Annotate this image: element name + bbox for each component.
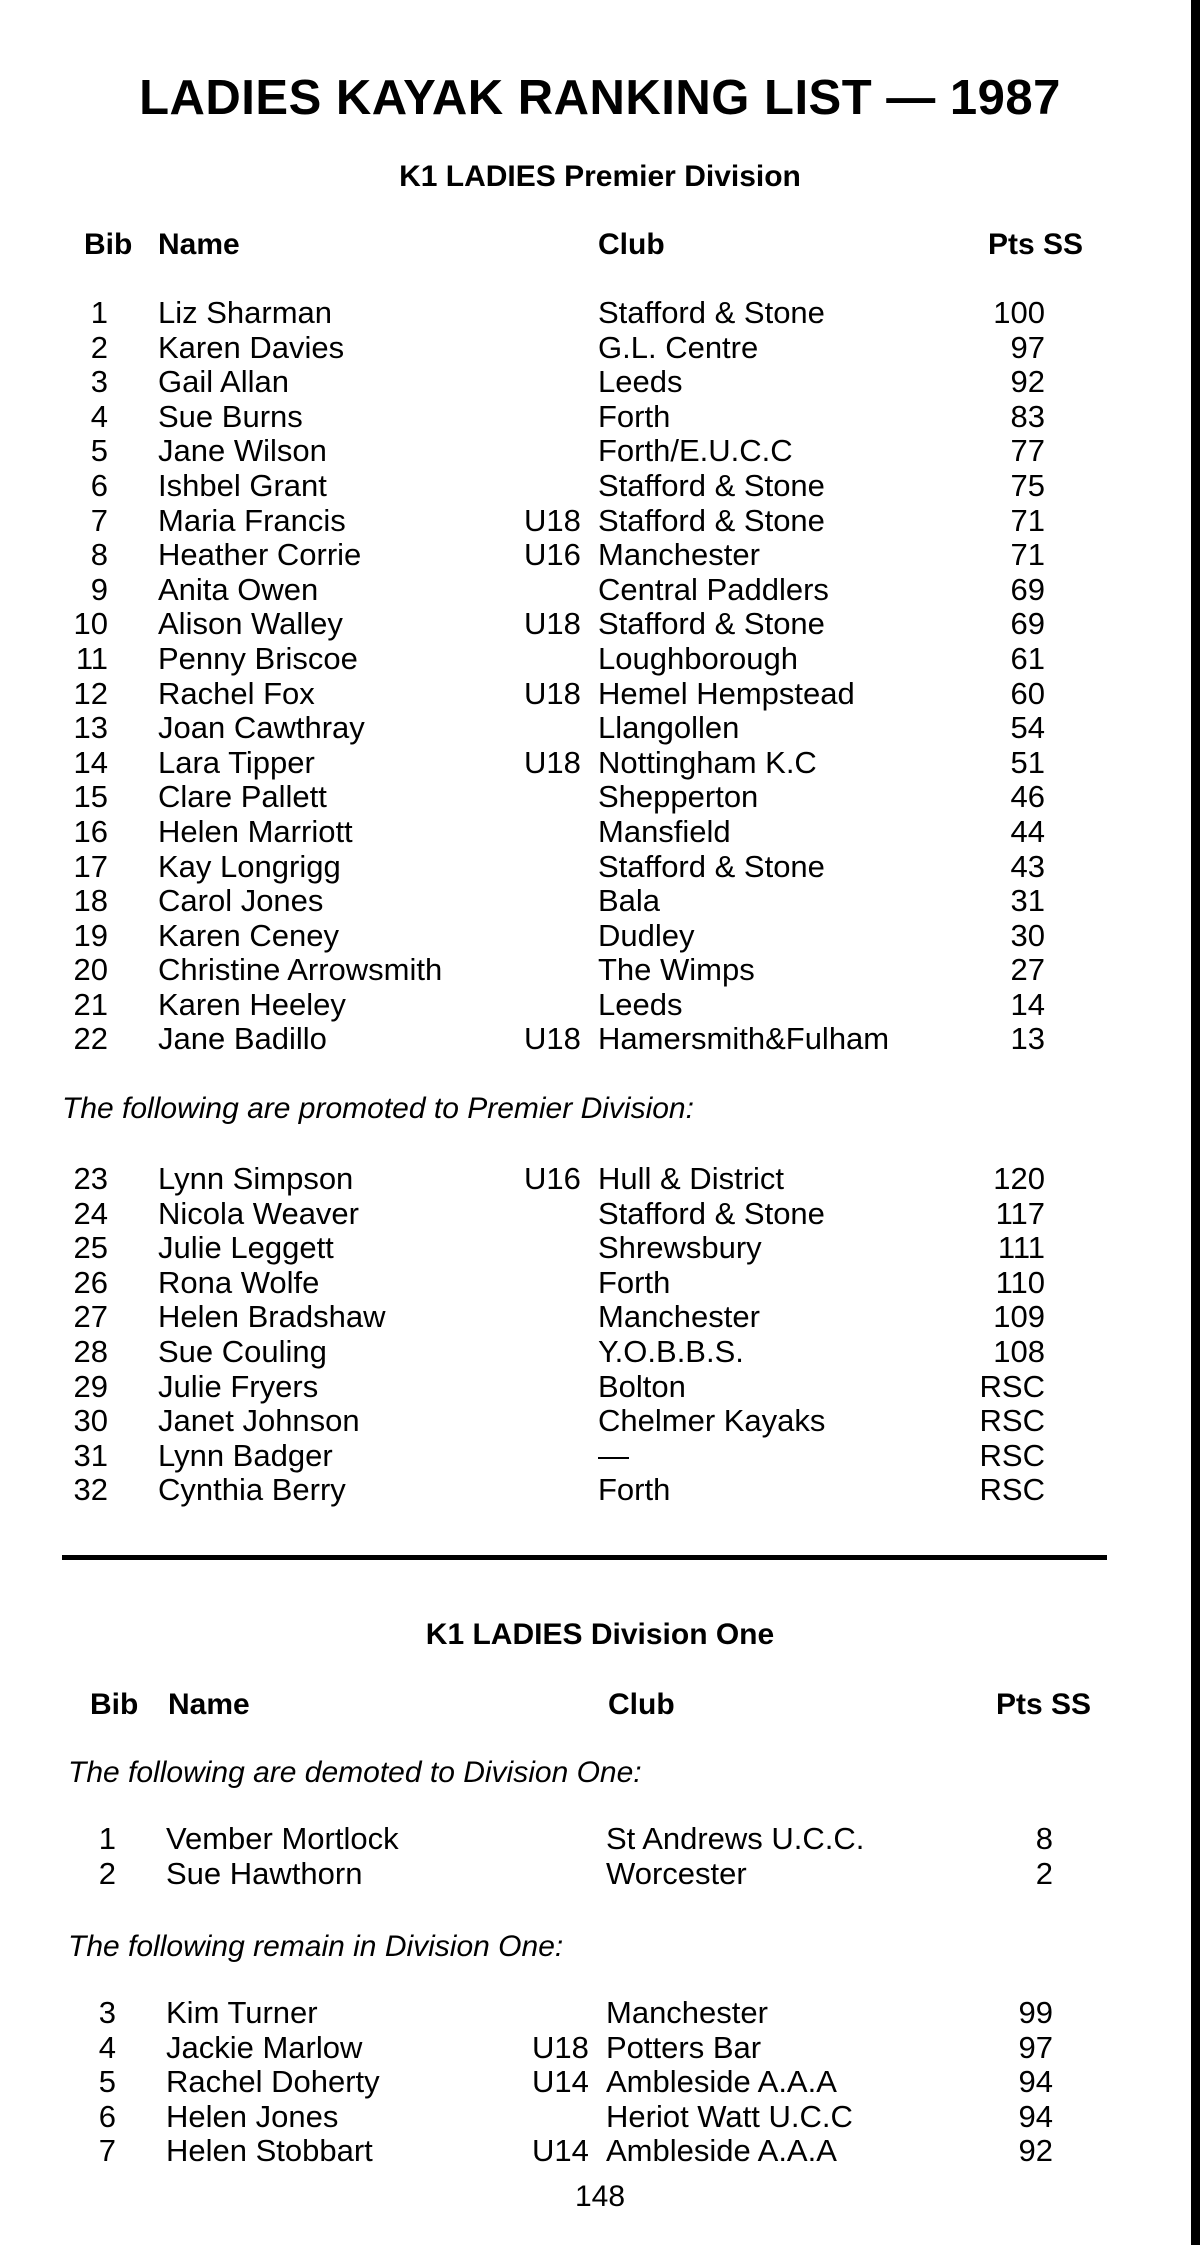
points-cell: 44 [1010, 813, 1045, 849]
bib-cell: 25 [73, 1230, 108, 1266]
table-row [0, 1266, 1200, 1301]
points-cell: 117 [995, 1195, 1045, 1231]
bib-cell: 15 [73, 779, 108, 815]
table-row [0, 1404, 1200, 1439]
club-cell: Stafford & Stone [598, 1195, 825, 1231]
division-one-header-bib: Bib [90, 1688, 139, 1721]
points-cell: 83 [1010, 398, 1045, 434]
club-cell: Forth [598, 1264, 671, 1300]
bib-cell: 13 [73, 710, 108, 746]
bib-cell: 14 [73, 744, 108, 780]
remain-note: The following remain in Division One: [68, 1930, 564, 1963]
name-cell: Julie Fryers [158, 1368, 319, 1404]
points-cell: 97 [1018, 2029, 1053, 2065]
club-cell: Stafford & Stone [598, 606, 825, 642]
club-cell: Manchester [606, 1995, 768, 2030]
club-cell: St Andrews U.C.C. [606, 1821, 865, 1856]
bib-cell: 22 [73, 1021, 108, 1057]
table-row [0, 780, 1200, 815]
bib-cell: 5 [90, 433, 108, 469]
table-row [0, 434, 1200, 469]
points-cell: 14 [1010, 986, 1045, 1022]
club-cell: Manchester [598, 537, 760, 573]
name-cell: Janet Johnson [158, 1403, 360, 1439]
bib-cell: 29 [73, 1368, 108, 1404]
name-cell: Cynthia Berry [158, 1472, 346, 1508]
points-cell: RSC [979, 1403, 1045, 1439]
name-cell: Lynn Simpson [158, 1161, 354, 1196]
name-cell: Jackie Marlow [166, 2029, 363, 2065]
points-cell: 43 [1010, 848, 1045, 884]
points-cell: 51 [1010, 744, 1045, 780]
premier-subtitle: K1 LADIES Premier Division [399, 160, 801, 193]
points-cell: RSC [979, 1368, 1045, 1404]
name-cell: Rona Wolfe [158, 1264, 320, 1300]
division-one-header-club: Club [608, 1688, 675, 1721]
bib-cell: 11 [75, 640, 108, 676]
age-category-cell: U18 [524, 744, 581, 780]
points-cell: 97 [1010, 329, 1045, 365]
table-row [0, 2100, 1200, 2135]
bib-cell: 32 [73, 1472, 108, 1508]
name-cell: Julie Leggett [158, 1230, 334, 1266]
table-row [0, 1162, 1200, 1197]
table-row [0, 2065, 1200, 2100]
name-cell: Lynn Badger [158, 1437, 333, 1473]
club-cell: Llangollen [598, 710, 740, 746]
name-cell: Sue Burns [158, 398, 303, 434]
points-cell: 31 [1010, 883, 1045, 919]
age-category-cell: U18 [524, 502, 581, 538]
club-cell: Stafford & Stone [598, 502, 825, 538]
points-cell: 2 [1035, 1855, 1053, 1891]
points-cell: 69 [1010, 606, 1045, 642]
bib-cell: 30 [73, 1403, 108, 1439]
table-row [0, 642, 1200, 677]
name-cell: Anita Owen [158, 571, 319, 607]
table-row [0, 331, 1200, 366]
table-row [0, 296, 1200, 331]
table-row [0, 2134, 1200, 2169]
name-cell: Penny Briscoe [158, 640, 358, 676]
club-cell: Forth [598, 398, 671, 434]
table-row [0, 607, 1200, 642]
points-cell: 111 [997, 1230, 1045, 1266]
table-row [0, 850, 1200, 885]
promoted-note: The following are promoted to Premier Division: [62, 1092, 694, 1125]
division-one-header-name: Name [168, 1688, 250, 1721]
bib-cell: 28 [73, 1333, 108, 1369]
bib-cell: 23 [73, 1161, 108, 1196]
points-cell: 60 [1010, 675, 1045, 711]
page-number: 148 [574, 2180, 626, 2213]
demoted-table [0, 1822, 1200, 1891]
points-cell: 77 [1010, 433, 1045, 469]
table-row [0, 677, 1200, 712]
bib-cell: 12 [73, 675, 108, 711]
club-cell: Hemel Hempstead [598, 675, 855, 711]
bib-cell: 4 [98, 2029, 116, 2065]
bib-cell: 20 [73, 952, 108, 988]
club-cell: Hull & District [598, 1161, 785, 1196]
name-cell: Vember Mortlock [166, 1821, 399, 1856]
bib-cell: 10 [73, 606, 108, 642]
name-cell: Jane Badillo [158, 1021, 327, 1057]
bib-cell: 2 [90, 329, 108, 365]
section-divider [62, 1555, 1107, 1560]
points-cell: 30 [1010, 917, 1045, 953]
age-category-cell: U16 [524, 1161, 581, 1196]
name-cell: Kay Longrigg [158, 848, 341, 884]
club-cell: Leeds [598, 986, 683, 1022]
name-cell: Karen Davies [158, 329, 345, 365]
bib-cell: 17 [73, 848, 108, 884]
points-cell: 99 [1018, 1995, 1053, 2030]
bib-cell: 9 [90, 571, 108, 607]
bib-cell: 4 [90, 398, 108, 434]
table-row [0, 1197, 1200, 1232]
table-row [0, 504, 1200, 539]
premier-header-bib: Bib [84, 228, 133, 261]
name-cell: Helen Marriott [158, 813, 353, 849]
club-cell: Nottingham K.C [598, 744, 817, 780]
points-cell: 110 [995, 1264, 1045, 1300]
table-row [0, 1022, 1200, 1057]
name-cell: Sue Couling [158, 1333, 327, 1369]
points-cell: 8 [1035, 1821, 1053, 1856]
premier-header-name: Name [158, 228, 240, 261]
points-cell: 100 [993, 295, 1045, 330]
points-cell: 120 [993, 1161, 1045, 1196]
table-row [0, 1996, 1200, 2031]
table-row [0, 815, 1200, 850]
premier-header-pts: Pts SS [988, 228, 1084, 261]
name-cell: Carol Jones [158, 883, 324, 919]
club-cell: Bolton [598, 1368, 686, 1404]
age-category-cell: U16 [524, 537, 581, 573]
club-cell: Ambleside A.A.A [606, 2064, 837, 2100]
bib-cell: 19 [73, 917, 108, 953]
name-cell: Sue Hawthorn [166, 1855, 363, 1891]
name-cell: Joan Cawthray [158, 710, 365, 746]
table-row [0, 469, 1200, 504]
bib-cell: 3 [90, 364, 108, 400]
table-row [0, 711, 1200, 746]
points-cell: 92 [1018, 2133, 1053, 2169]
club-cell: Forth [598, 1472, 671, 1508]
name-cell: Clare Pallett [158, 779, 327, 815]
points-cell: 54 [1010, 710, 1045, 746]
bib-cell: 26 [73, 1264, 108, 1300]
club-cell: Bala [598, 883, 661, 919]
bib-cell: 7 [90, 502, 108, 538]
bib-cell: 16 [73, 813, 108, 849]
points-cell: 92 [1010, 364, 1045, 400]
points-cell: 46 [1010, 779, 1045, 815]
points-cell: 13 [1010, 1021, 1045, 1057]
bib-cell: 1 [90, 295, 108, 330]
table-row [0, 1335, 1200, 1370]
table-row [0, 988, 1200, 1023]
name-cell: Jane Wilson [158, 433, 327, 469]
club-cell: Heriot Watt U.C.C [606, 2098, 853, 2134]
table-row [0, 746, 1200, 781]
bib-cell: 31 [73, 1437, 108, 1473]
bib-cell: 21 [73, 986, 108, 1022]
bib-cell: 6 [98, 2098, 116, 2134]
points-cell: 27 [1010, 952, 1045, 988]
points-cell: RSC [979, 1437, 1045, 1473]
name-cell: Helen Jones [166, 2098, 339, 2134]
points-cell: 71 [1010, 537, 1045, 573]
club-cell: Central Paddlers [598, 571, 829, 607]
bib-cell: 3 [98, 1995, 116, 2030]
age-category-cell: U14 [532, 2064, 589, 2100]
bib-cell: 18 [73, 883, 108, 919]
bib-cell: 6 [90, 467, 108, 503]
bib-cell: 8 [90, 537, 108, 573]
points-cell: 94 [1018, 2098, 1053, 2134]
points-cell: 69 [1010, 571, 1045, 607]
page-title: LADIES KAYAK RANKING LIST — 1987 [139, 71, 1061, 125]
age-category-cell: U18 [524, 1021, 581, 1057]
club-cell: Ambleside A.A.A [606, 2133, 837, 2169]
points-cell: 108 [993, 1333, 1045, 1369]
table-row [0, 1857, 1200, 1892]
name-cell: Rachel Fox [158, 675, 315, 711]
table-row [0, 1300, 1200, 1335]
table-row [0, 2031, 1200, 2066]
club-cell: Shrewsbury [598, 1230, 762, 1266]
table-row [0, 538, 1200, 573]
age-category-cell: U18 [524, 606, 581, 642]
name-cell: Karen Ceney [158, 917, 339, 953]
bib-cell: 2 [98, 1855, 116, 1891]
club-cell: Mansfield [598, 813, 731, 849]
name-cell: Maria Francis [158, 502, 346, 538]
club-cell: Hamersmith&Fulham [598, 1021, 890, 1057]
name-cell: Heather Corrie [158, 537, 362, 573]
table-row [0, 1370, 1200, 1405]
points-cell: 71 [1010, 502, 1045, 538]
points-cell: RSC [979, 1472, 1045, 1508]
division-one-subtitle: K1 LADIES Division One [425, 1618, 775, 1651]
age-category-cell: U18 [524, 675, 581, 711]
demoted-note: The following are demoted to Division One: [68, 1756, 642, 1789]
table-row [0, 573, 1200, 608]
club-cell: Stafford & Stone [598, 467, 825, 503]
bib-cell: 24 [73, 1195, 108, 1231]
club-cell: Forth/E.U.C.C [598, 433, 793, 469]
name-cell: Ishbel Grant [158, 467, 327, 503]
age-category-cell: U18 [532, 2029, 589, 2065]
club-cell: The Wimps [598, 952, 755, 988]
name-cell: Nicola Weaver [158, 1195, 360, 1231]
table-row [0, 884, 1200, 919]
points-cell: 109 [993, 1299, 1045, 1335]
name-cell: Liz Sharman [158, 295, 333, 330]
name-cell: Alison Walley [158, 606, 343, 642]
club-cell: G.L. Centre [598, 329, 759, 365]
name-cell: Helen Bradshaw [158, 1299, 386, 1335]
premier-table [0, 296, 1200, 1057]
age-category-cell: U14 [532, 2133, 589, 2169]
club-cell: Dudley [598, 917, 695, 953]
points-cell: 94 [1018, 2064, 1053, 2100]
table-row [0, 1231, 1200, 1266]
club-cell: Chelmer Kayaks [598, 1403, 826, 1439]
table-row [0, 1473, 1200, 1508]
promoted-table [0, 1162, 1200, 1508]
points-cell: 75 [1010, 467, 1045, 503]
division-one-header-pts: Pts SS [996, 1688, 1092, 1721]
name-cell: Christine Arrowsmith [158, 952, 443, 988]
club-cell: Loughborough [598, 640, 798, 676]
club-cell: Manchester [598, 1299, 760, 1335]
table-row [0, 400, 1200, 435]
table-row [0, 1439, 1200, 1474]
bib-cell: 27 [73, 1299, 108, 1335]
name-cell: Lara Tipper [158, 744, 315, 780]
club-cell: Y.O.B.B.S. [598, 1333, 744, 1369]
premier-header-club: Club [598, 228, 665, 261]
bib-cell: 7 [98, 2133, 116, 2169]
table-row [0, 365, 1200, 400]
club-cell: — [598, 1437, 629, 1473]
name-cell: Karen Heeley [158, 986, 346, 1022]
remain-table [0, 1996, 1200, 2169]
club-cell: Stafford & Stone [598, 848, 825, 884]
club-cell: Potters Bar [606, 2029, 762, 2065]
name-cell: Gail Allan [158, 364, 289, 400]
points-cell: 61 [1010, 640, 1045, 676]
club-cell: Stafford & Stone [598, 295, 825, 330]
name-cell: Rachel Doherty [166, 2064, 380, 2100]
club-cell: Worcester [606, 1855, 747, 1891]
bib-cell: 5 [98, 2064, 116, 2100]
club-cell: Leeds [598, 364, 683, 400]
table-row [0, 919, 1200, 954]
bib-cell: 1 [98, 1821, 116, 1856]
name-cell: Kim Turner [166, 1995, 318, 2030]
table-row [0, 953, 1200, 988]
table-row [0, 1822, 1200, 1857]
name-cell: Helen Stobbart [166, 2133, 373, 2169]
club-cell: Shepperton [598, 779, 759, 815]
